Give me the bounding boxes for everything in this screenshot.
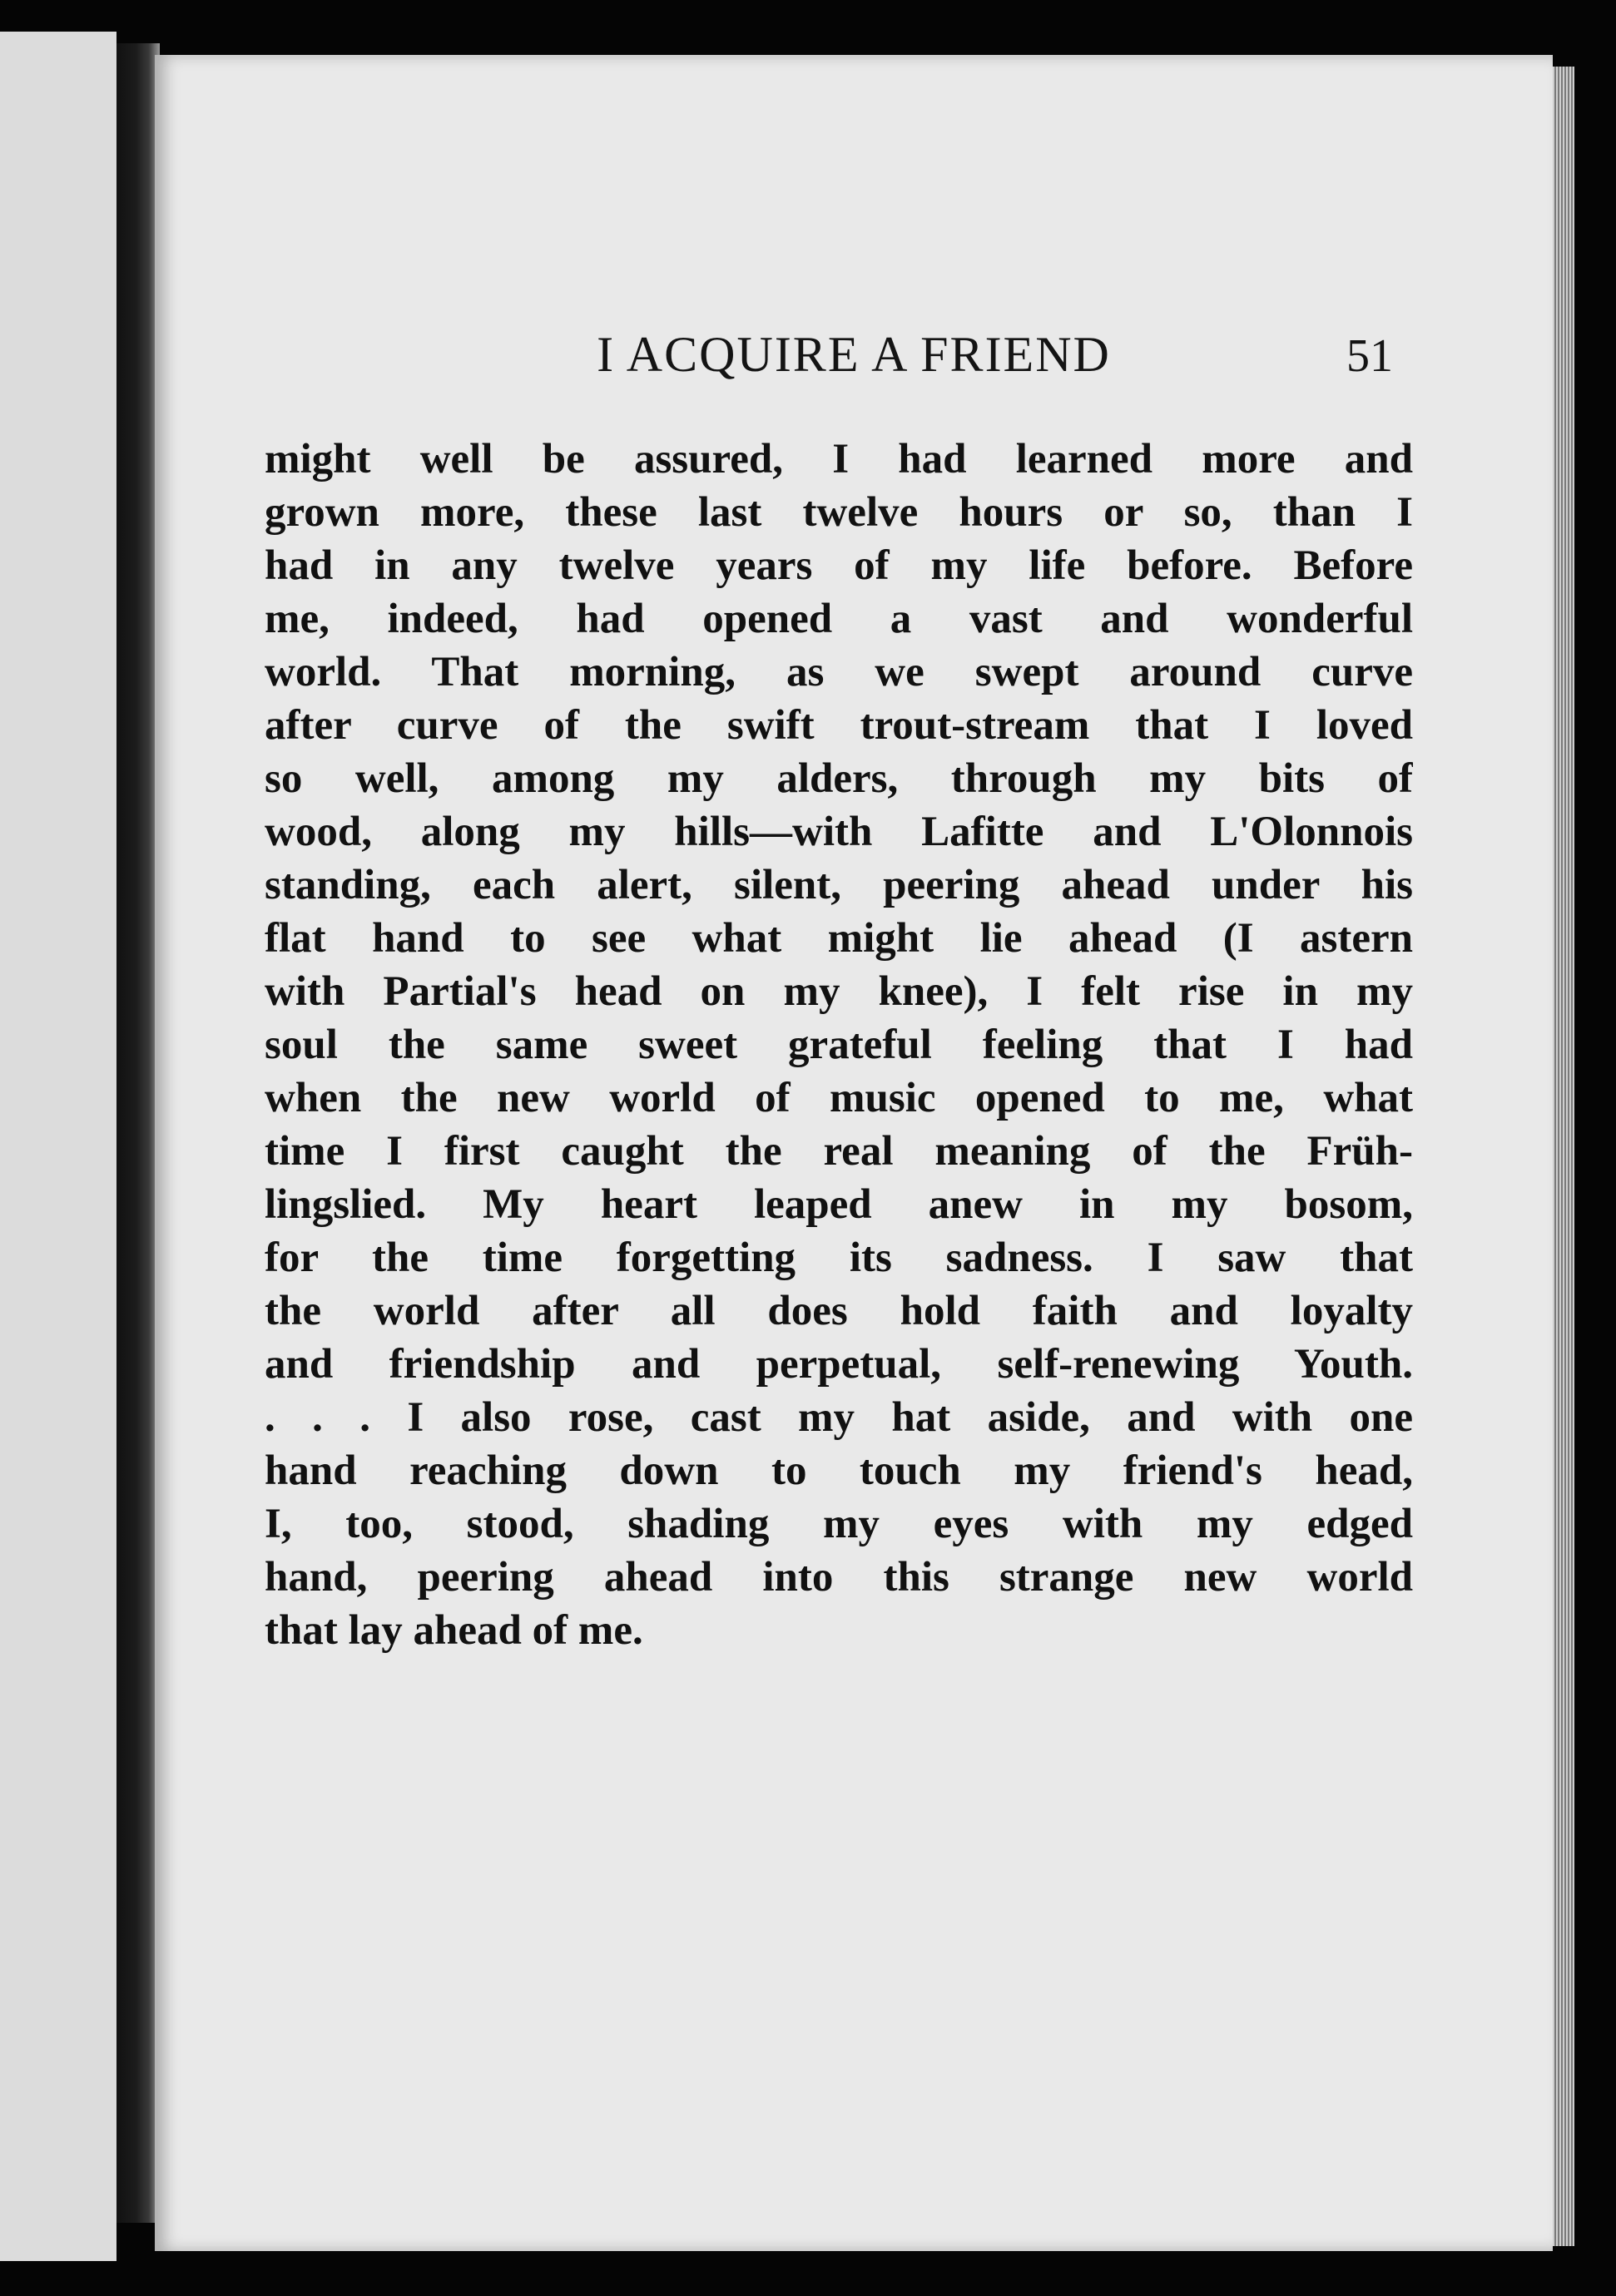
book-page [155,55,1553,2251]
text-line: time I first caught the real meaning of the Früh- [265,1128,1413,1175]
text-line: hand reaching down to touch my friend's head, [265,1447,1413,1494]
text-line: world. That morning, as we swept around curve [265,649,1413,695]
text-line: might well be assured, I had learned more and [265,436,1413,482]
text-line: when the new world of music opened to me, what [265,1075,1413,1121]
text-line: flat hand to see what might lie ahead (I astern [265,915,1413,962]
binding-gutter [116,43,160,2223]
text-line: and friendship and perpetual, self-renewing Youth. [265,1341,1413,1388]
running-title: I ACQUIRE A FRIEND [597,327,1111,382]
page-number: 51 [1346,330,1393,382]
text-line: standing, each alert, silent, peering ahead under his [265,862,1413,908]
text-line: that lay ahead of me. [265,1607,643,1654]
text-line: lingslied. My heart leaped anew in my bosom, [265,1181,1413,1228]
text-line: wood, along my hills—with Lafitte and L'Olonnois [265,809,1413,855]
text-line: so well, among my alders, through my bits of [265,755,1413,802]
page-stack-edge [1553,67,1574,2246]
page-body-text [265,433,1413,1657]
facing-page-edge [0,32,116,2261]
text-line: I, too, stood, shading my eyes with my edged [265,1501,1413,1547]
text-line: grown more, these last twelve hours or so, than I [265,489,1413,536]
text-line: had in any twelve years of my life before. Before [265,542,1413,589]
text-line: me, indeed, had opened a vast and wonderful [265,596,1413,642]
text-line: hand, peering ahead into this strange new world [265,1554,1413,1601]
text-line: with Partial's head on my knee), I felt rise in my [265,968,1413,1015]
text-line: after curve of the swift trout-stream that I loved [265,702,1413,749]
text-line: . . . I also rose, cast my hat aside, and with one [265,1394,1413,1441]
text-line: soul the same sweet grateful feeling that I had [265,1022,1413,1068]
text-line: the world after all does hold faith and loyalty [265,1288,1413,1334]
text-line: for the time forgetting its sadness. I saw that [265,1235,1413,1281]
